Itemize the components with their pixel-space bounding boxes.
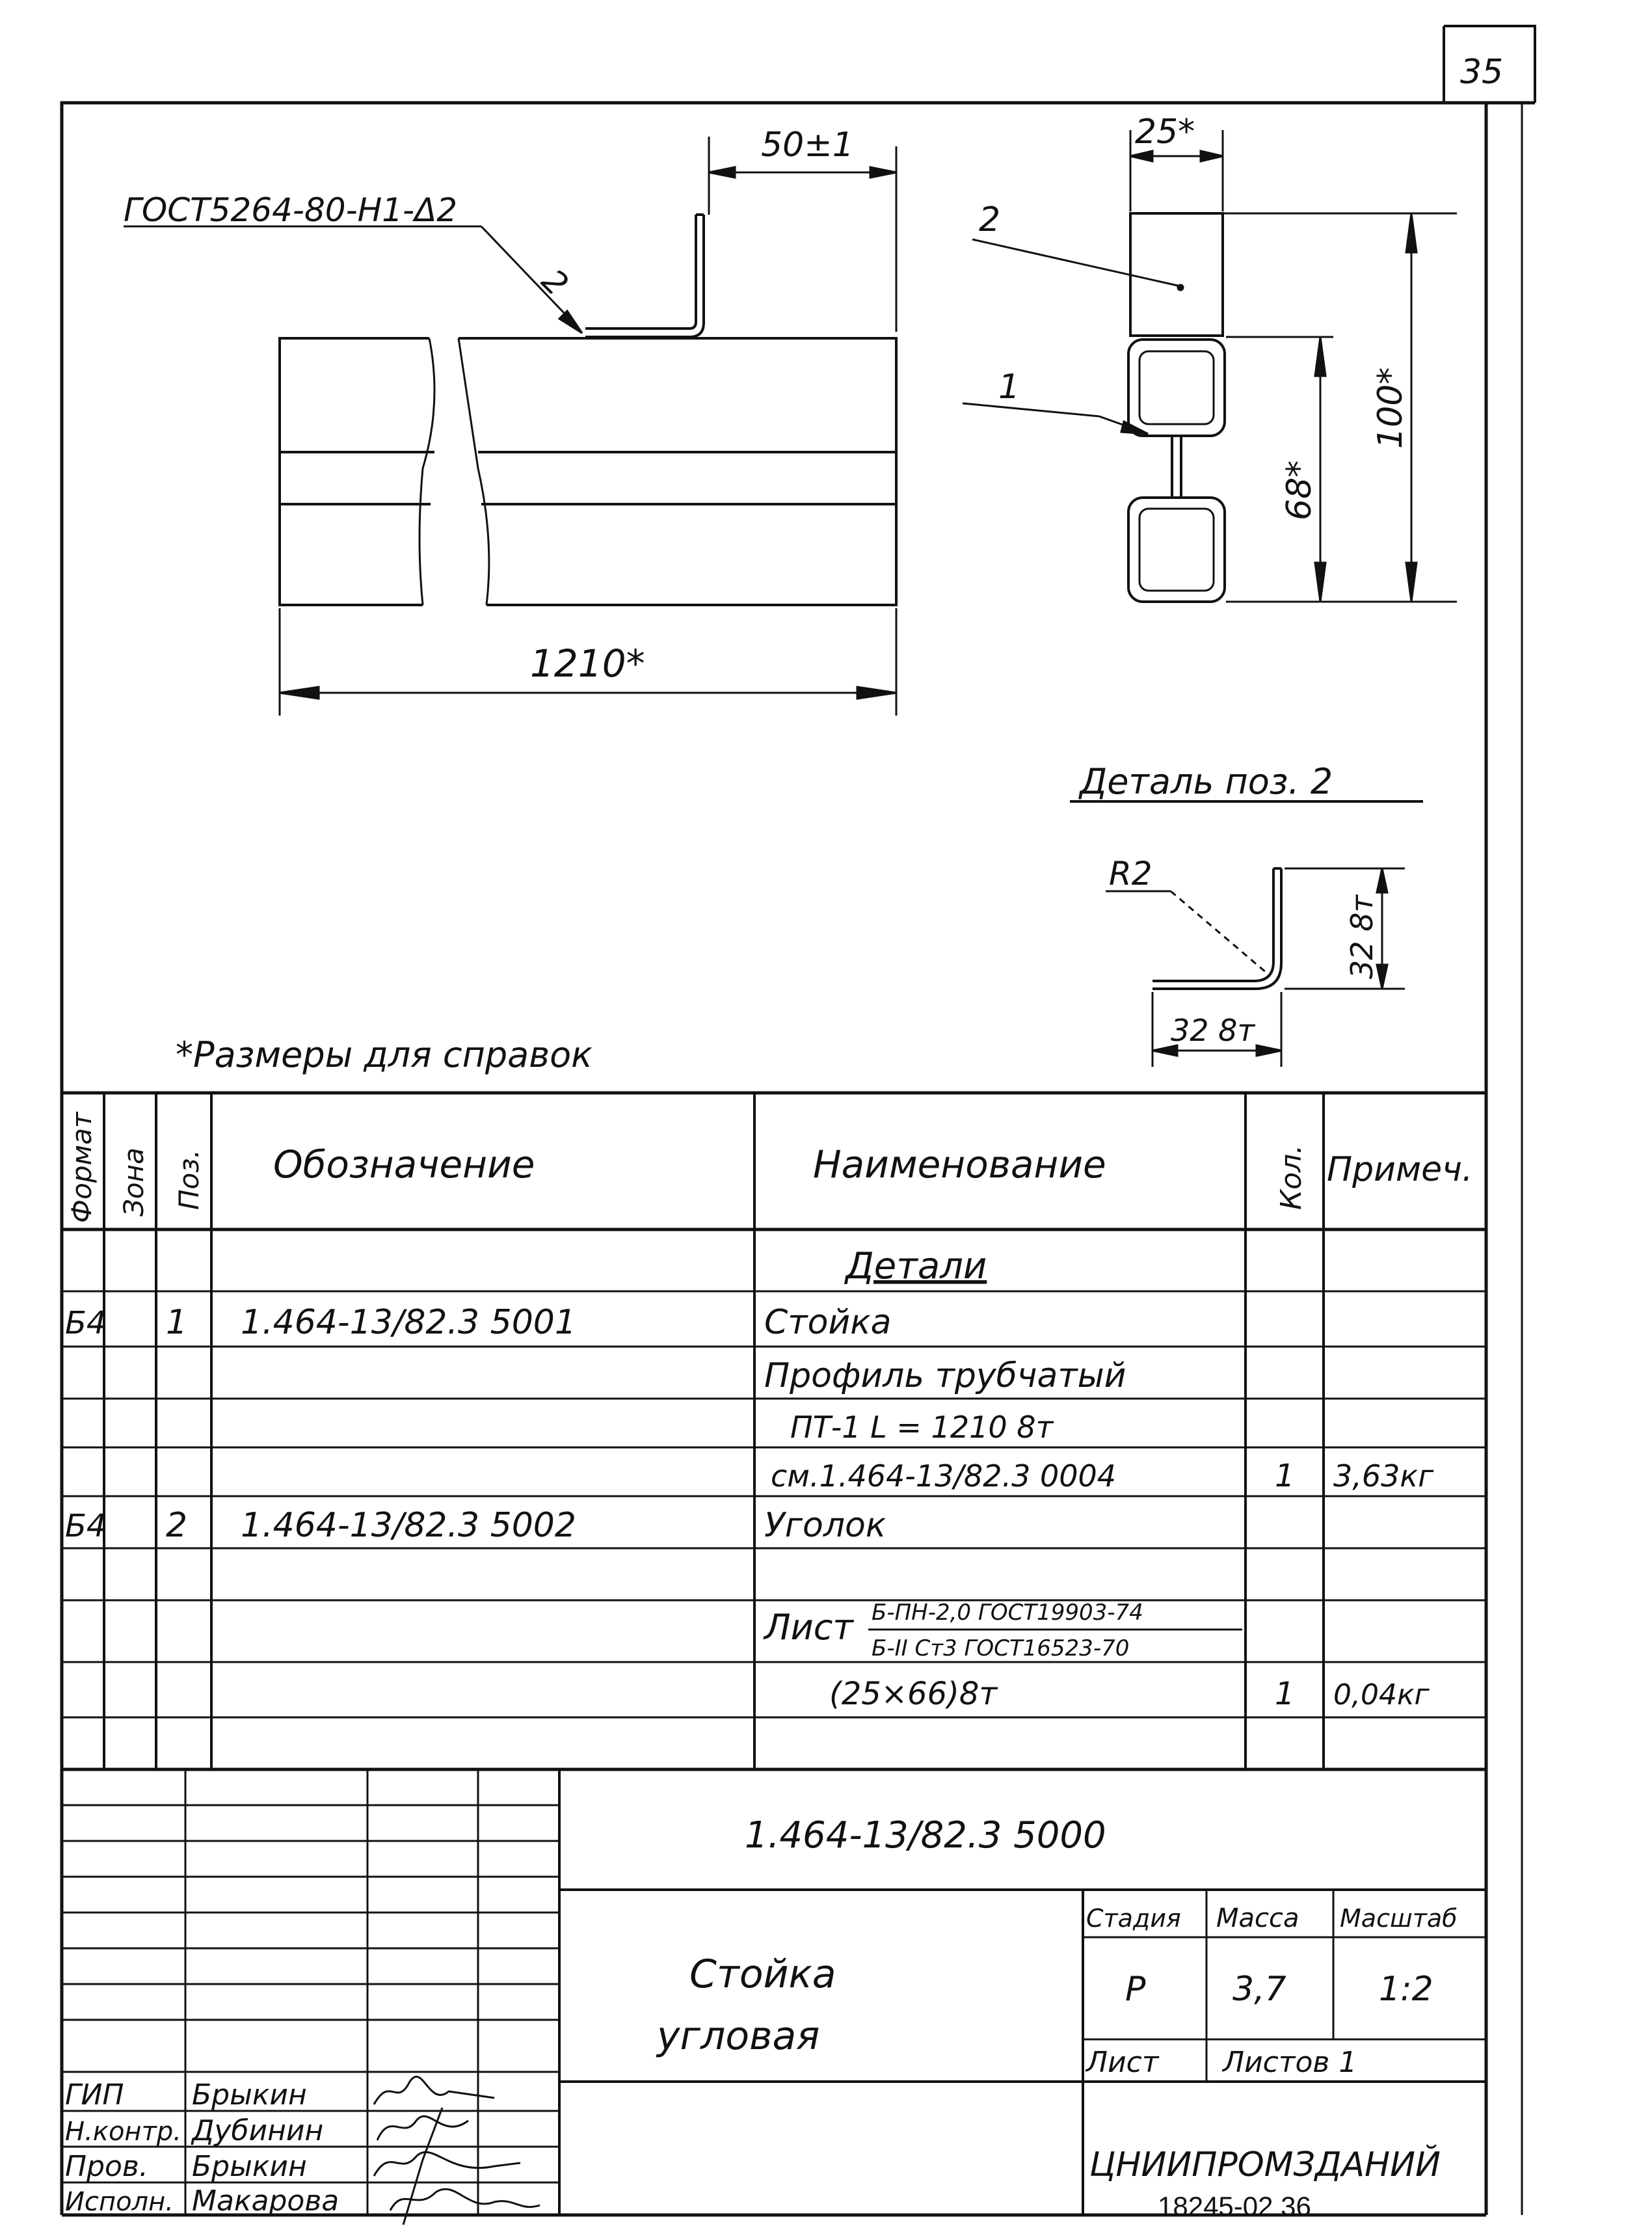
doc-number: 1.464-13/82.3 5000 — [745, 1814, 1106, 1857]
header-format: Формат — [66, 1112, 98, 1223]
side-pos-2-label: 2 — [979, 200, 1001, 239]
header-note: Примеч. — [1327, 1150, 1473, 1189]
spec-table-grid — [62, 1093, 1486, 1769]
sheets-label: Листов 1 — [1223, 2046, 1357, 2079]
dim-25-label: 25* — [1135, 113, 1195, 152]
spec-row-8-name: (25×66)8т — [829, 1676, 998, 1712]
detail-dim-horizontal: 32 8т — [1171, 1013, 1255, 1048]
stage-label: Стадия — [1086, 1904, 1181, 1933]
side-pos-1-label: 1 — [998, 368, 1020, 407]
header-name: Наименование — [813, 1142, 1106, 1187]
spec-row-4-name: см.1.464-13/82.3 0004 — [771, 1458, 1117, 1494]
side-view — [1128, 213, 1225, 602]
sig-1-role: Н.контр. — [65, 2117, 181, 2147]
scale-value: 1:2 — [1379, 1970, 1433, 2009]
spec-row-5-format: Б4 — [65, 1508, 107, 1544]
sig-2-name: Брыкин — [192, 2150, 307, 2183]
mass-label: Масса — [1216, 1903, 1299, 1933]
spec-row-8-qty: 1 — [1275, 1676, 1295, 1712]
sig-0-role: ГИП — [65, 2078, 124, 2112]
dim-50-label: 50±1 — [761, 126, 854, 165]
sig-0-name: Брыкин — [192, 2078, 307, 2112]
spec-row-1-designation: 1.464-13/82.3 5001 — [241, 1303, 576, 1342]
dimension-50 — [709, 137, 896, 332]
stage-value: Р — [1125, 1970, 1146, 2009]
side-dimensions — [963, 130, 1457, 602]
sheet-material-bottom: Б-II Ст3 ГОСТ16523-70 — [872, 1635, 1130, 1661]
spec-row-4-note: 3,63кг — [1333, 1458, 1434, 1494]
spec-row-1-name: Стойка — [764, 1303, 892, 1342]
spec-row-5-pos: 2 — [166, 1506, 188, 1545]
spec-row-3-name: ПТ-1 L = 1210 8т — [790, 1410, 1054, 1445]
dim-68-label: 68* — [1280, 460, 1319, 520]
sheet-material-top: Б-ПН-2,0 ГОСТ19903-74 — [872, 1600, 1143, 1626]
organization: ЦНИИПРОМЗДАНИЙ — [1089, 2145, 1441, 2184]
footer-code: 18245-02 36 — [1158, 2191, 1311, 2221]
weld-pos-label: 2 — [534, 262, 576, 303]
page-number: 35 — [1460, 53, 1504, 92]
sig-2-role: Пров. — [65, 2150, 148, 2183]
header-pos: Поз. — [173, 1149, 205, 1210]
header-qty: Кол. — [1275, 1144, 1308, 1210]
doc-name-line2: угловая — [657, 2013, 820, 2059]
weld-leader — [124, 226, 582, 333]
reference-note: *Размеры для справок — [176, 1034, 593, 1075]
signature-scribbles — [374, 2076, 540, 2225]
detail-dim-vertical: 32 8т — [1344, 894, 1379, 979]
weld-callout: ГОСТ5264-80-Н1-Δ2 — [124, 191, 458, 229]
spec-row-5-designation: 1.464-13/82.3 5002 — [241, 1506, 576, 1545]
spec-row-0-name: Детали — [846, 1245, 987, 1287]
sig-1-name: Дубинин — [192, 2114, 324, 2147]
sheet-label: Лист — [1086, 2046, 1159, 2079]
spec-row-8-note: 0,04кг — [1333, 1678, 1430, 1711]
detail-title: Деталь поз. 2 — [1080, 761, 1333, 802]
header-zone: Зона — [118, 1148, 150, 1216]
front-view — [280, 215, 896, 605]
detail-radius: R2 — [1109, 855, 1152, 893]
scale-label: Масштаб — [1340, 1904, 1458, 1933]
header-designation: Обозначение — [273, 1142, 535, 1187]
dim-1210-label: 1210* — [530, 641, 645, 686]
sheet-material-label: Лист — [764, 1607, 853, 1648]
sig-3-name: Макарова — [192, 2184, 340, 2218]
sig-3-role: Исполн. — [65, 2187, 174, 2217]
spec-row-2-name: Профиль трубчатый — [764, 1356, 1126, 1395]
spec-row-1-pos: 1 — [166, 1303, 188, 1342]
spec-row-4-qty: 1 — [1275, 1458, 1295, 1494]
spec-row-1-format: Б4 — [65, 1305, 107, 1341]
doc-name-line1: Стойка — [689, 1952, 836, 1997]
mass-value: 3,7 — [1232, 1970, 1286, 2009]
spec-row-5-name: Уголок — [764, 1506, 886, 1545]
dim-100-label: 100* — [1371, 367, 1410, 449]
